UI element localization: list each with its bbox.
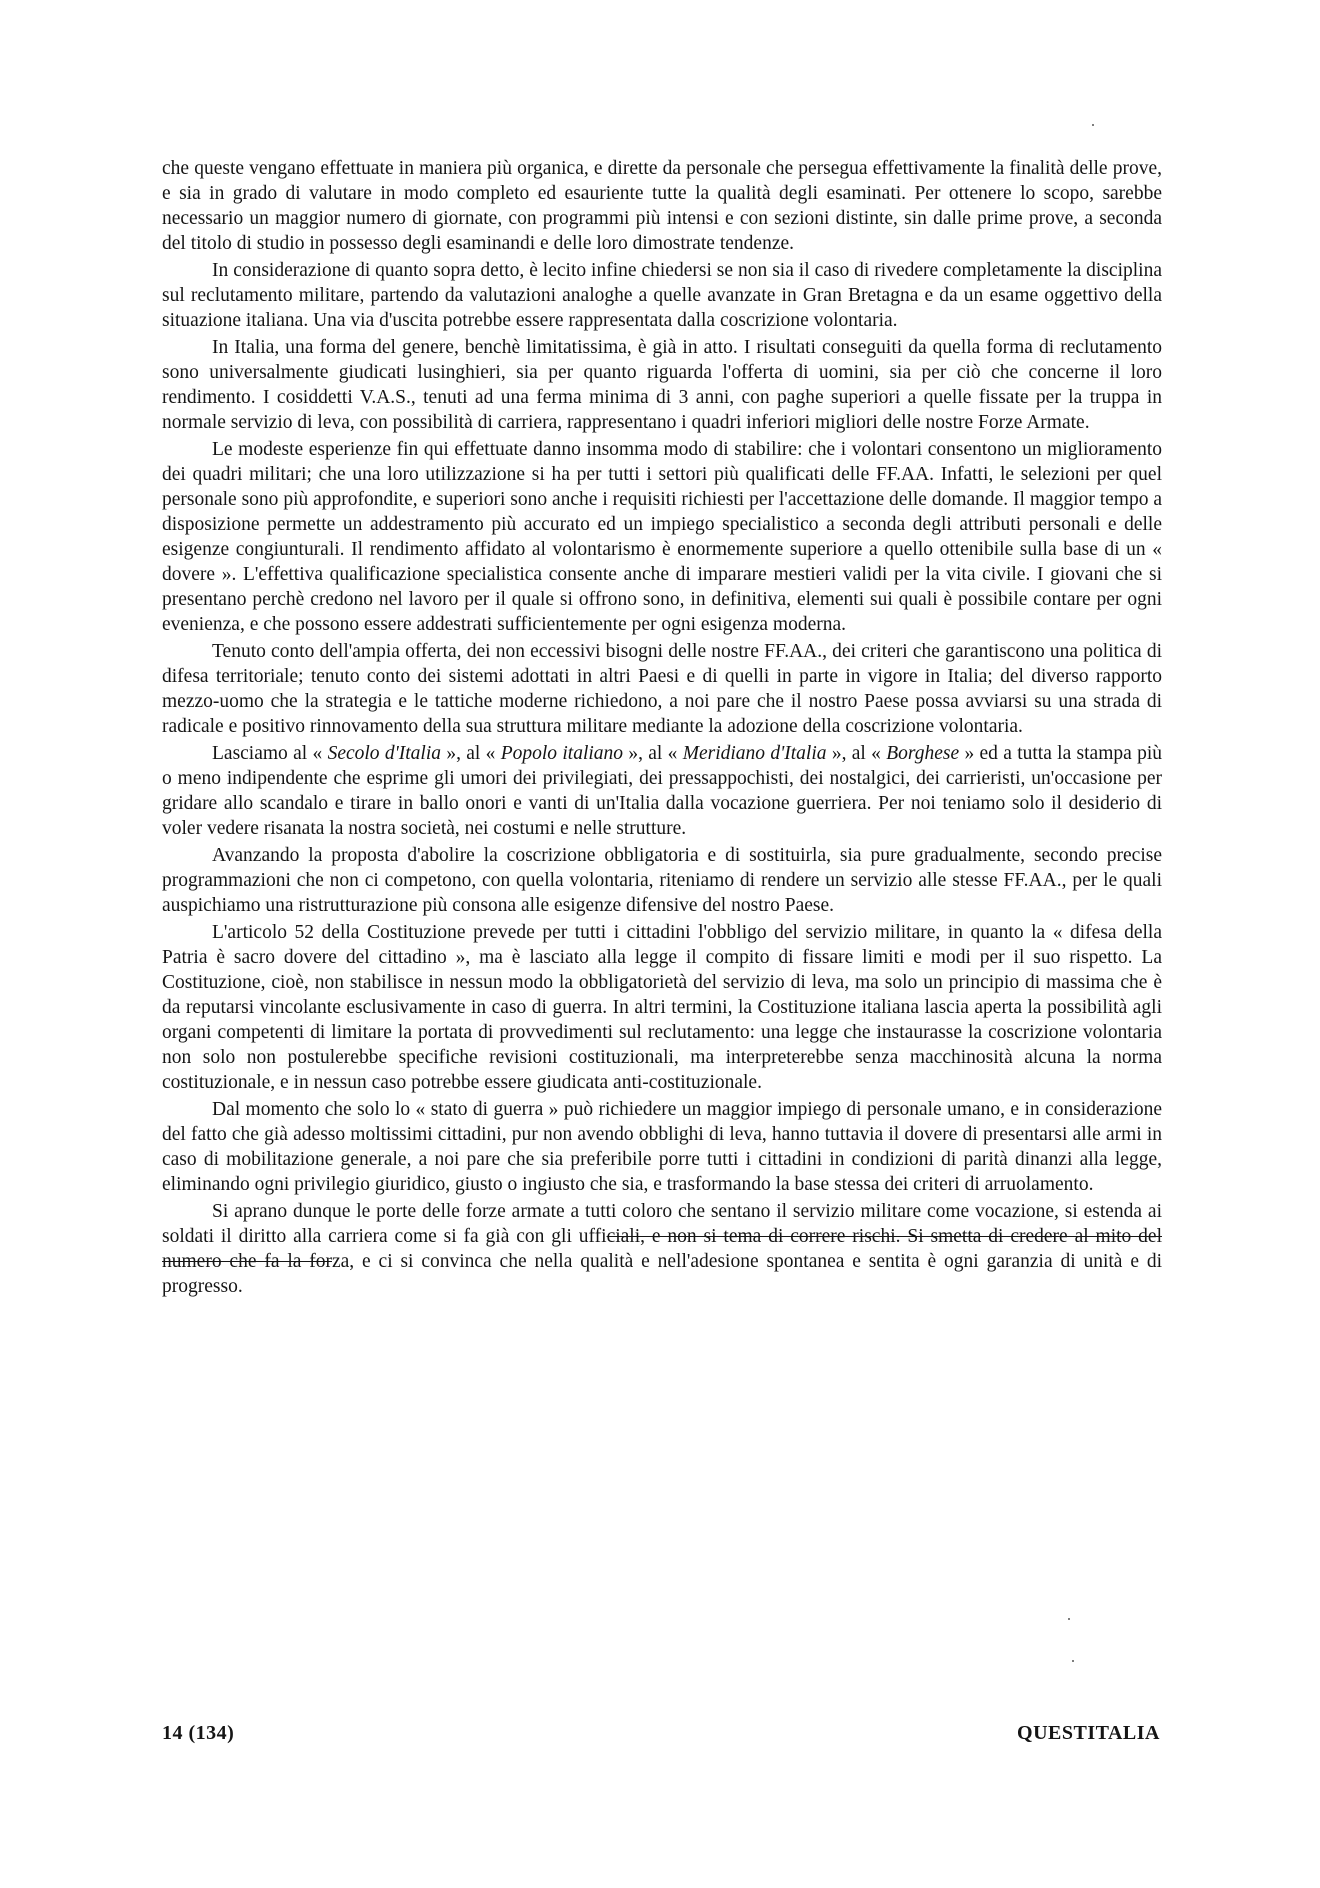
newspaper-secolo-ditalia: Secolo d'Italia [327, 743, 442, 764]
paragraph-10 [162, 1199, 1162, 1299]
paragraph-8: L'articolo 52 della Costituzione prevede per tutti i cittadini l'obbligo del servizio militare, in quanto la « difesa della Patria è sacro dovere del cittadino », ma è lasciato alla legge il compito di fissare limiti e modi per il suo rispetto. La Costituzione, cioè, non stabilisce in nessun modo la obbligatorietà del servizio di leva, ma solo un principio di massima che è da reputarsi vincolante esclusivamente in caso di guerra. In altri termini, la Costituzione italiana lascia aperta la possibilità agli organi competenti di limitare la portata di provvedimenti sul reclutamento: una legge che instaurasse la coscrizione volontaria non solo non postulerebbe specifiche revisioni costituzionali, ma interpreterebbe senza macchinosità alcuna la norma costituzionale, e in nessun caso potrebbe essere giudicata anti-costituzionale. [162, 922, 1162, 1093]
paragraph-6 [162, 741, 1162, 841]
article-body [162, 156, 1162, 1301]
paragraph-4: Le modeste esperienze fin qui effettuate danno insomma modo di stabilire: che i volontari consentono un miglioramento dei quadri militari; che una loro utilizzazione si ha per tutti i settori più qualificati delle FF.AA. Infatti, le selezioni per quel personale sono più approfondite, e superiori sono anche i requisiti richiesti per l'accettazione delle domande. Il maggior tempo a disposizione permette un addestramento più accurato ed un impiego specialistico a seconda degli attributi personali e delle esigenze congiunturali. Il rendimento affidato al volontarismo è enormemente superiore a quello ottenibile sulla base di un « dovere ». L'effettiva qualificazione specialistica consente anche di imparare mestieri validi per la vita civile. I giovani che si presentano perchè credono nel lavoro per il quale si offrono sono, in definitiva, elementi sui quali è possibile contare per ogni evenienza, e che possono essere addestrati sufficientemente per ogni esigenza moderna. [162, 439, 1162, 635]
paragraph-7: Avanzando la proposta d'abolire la coscrizione obbligatoria e di sostituirla, sia pure gradualmente, secondo precise programmazioni che non ci competono, con quella volontaria, riteniamo di rendere un servizio alle stesse FF.AA., per le quali auspichiamo una ristrutturazione più consona alle esigenze difensive del nostro Paese. [162, 845, 1162, 916]
p6-text-post: » ed a tutta la stampa più o meno indipendente che esprime gli umori dei privilegiati, dei pressappochisti, dei nostalgici, dei carrieristi, un'occasione per gridare allo scandalo e tirare in ballo onori e vanti di un'Italia dalla vocazione guerriera. Per noi teniamo solo il desiderio di voler vedere risanata la nostra società, nei costumi e nelle strutture. [162, 743, 1163, 839]
newspaper-borghese: Borghese [886, 743, 960, 764]
paragraph-9: Dal momento che solo lo « stato di guerra » può richiedere un maggior impiego di personale umano, e in considerazione del fatto che già adesso moltissimi cittadini, pur non avendo obblighi di leva, hanno tuttavia il dovere di presentarsi alle armi in caso di mobilitazione generale, a noi pare che sia preferibile porre tutti i cittadini in condizioni di parità dinanzi alla legge, eliminando ogni privilegio giuridico, giusto o ingiusto che sia, e trasformando la base stessa dei criteri di arruolamento. [162, 1099, 1162, 1195]
p6-text-mid3: », al « [826, 743, 887, 764]
page-number: 14 (134) [162, 1722, 235, 1744]
p6-text-mid2: », al « [623, 743, 683, 764]
p6-text-mid1: », al « [441, 743, 501, 764]
paragraph-5: Tenuto conto dell'ampia offerta, dei non eccessivi bisogni delle nostre FF.AA., dei criteri che garantiscono una politica di difesa territoriale; tenuto conto dei sistemi adottati in altri Paesi e di quelli in parte in vigore in Italia; del diverso rapporto mezzo-uomo che la strategia e le tattiche moderne richiedono, a noi pare che il nostro Paese possa avviarsi su una strada di radicale e positivo rinnovamento della sua struttura militare mediante la adozione della coscrizione volontaria. [162, 641, 1162, 737]
newspaper-meridiano-ditalia: Meridiano d'Italia [682, 743, 827, 764]
newspaper-popolo-italiano: Popolo italiano [500, 743, 624, 764]
paragraph-2: In considerazione di quanto sopra detto, è lecito infine chiedersi se non sia il caso di rivedere completamente la disciplina sul reclutamento militare, partendo da valutazioni analoghe a quelle avanzate in Gran Bretagna e da un esame oggettivo della situazione italiana. Una via d'uscita potrebbe essere rappresentata dalla coscrizione volontaria. [162, 260, 1162, 331]
scan-speck [1068, 1618, 1070, 1620]
scan-speck [1092, 124, 1094, 126]
publication-name: QUESTITALIA [1017, 1722, 1160, 1744]
struck-through-line: ciali, e non si tema di correre rischi. Si smetta di credere al mito del numero che fa la for [162, 1226, 1162, 1272]
scan-speck [1072, 1660, 1074, 1662]
paragraph-3: In Italia, una forma del genere, benchè limitatissima, è già in atto. I risultati conseguiti da quella forma di reclutamento sono universalmente giudicati lusinghieri, sia per quanto riguarda l'offerta di uomini, sia per ciò che concerne il loro rendimento. I cosiddetti V.A.S., tenuti ad una ferma minima di 3 anni, con paghe superiori a quelle fissate per la truppa in normale servizio di leva, con possibilità di carriera, rappresentano i quadri inferiori migliori delle nostre Forze Armate. [162, 337, 1162, 433]
p10-text-pre: Si aprano dunque le porte delle forze armate a tutti coloro che sentano il servizio militare come vocazione, si estenda ai soldati il diritto alla carriera come si fa già con gli uffi [162, 1201, 1162, 1247]
paragraph-1: che queste vengano effettuate in maniera più organica, e dirette da personale che persegua effettivamente la finalità delle prove, e sia in grado di valutare in modo completo ed esauriente tutte la qualità degli esaminati. Per ottenere lo scopo, sarebbe necessario un maggior numero di giornate, con programmi più intensi e con sezioni distinte, sin dalle prime prove, a seconda del titolo di studio in possesso degli esaminandi e delle loro dimostrate tendenze. [162, 158, 1162, 254]
p10-text-post: za, e ci si convinca che nella qualità e nell'adesione spontanea e sentita è ogni garanzia di unità e di progresso. [162, 1251, 1162, 1297]
p6-text-pre: Lasciamo al « [212, 743, 328, 764]
